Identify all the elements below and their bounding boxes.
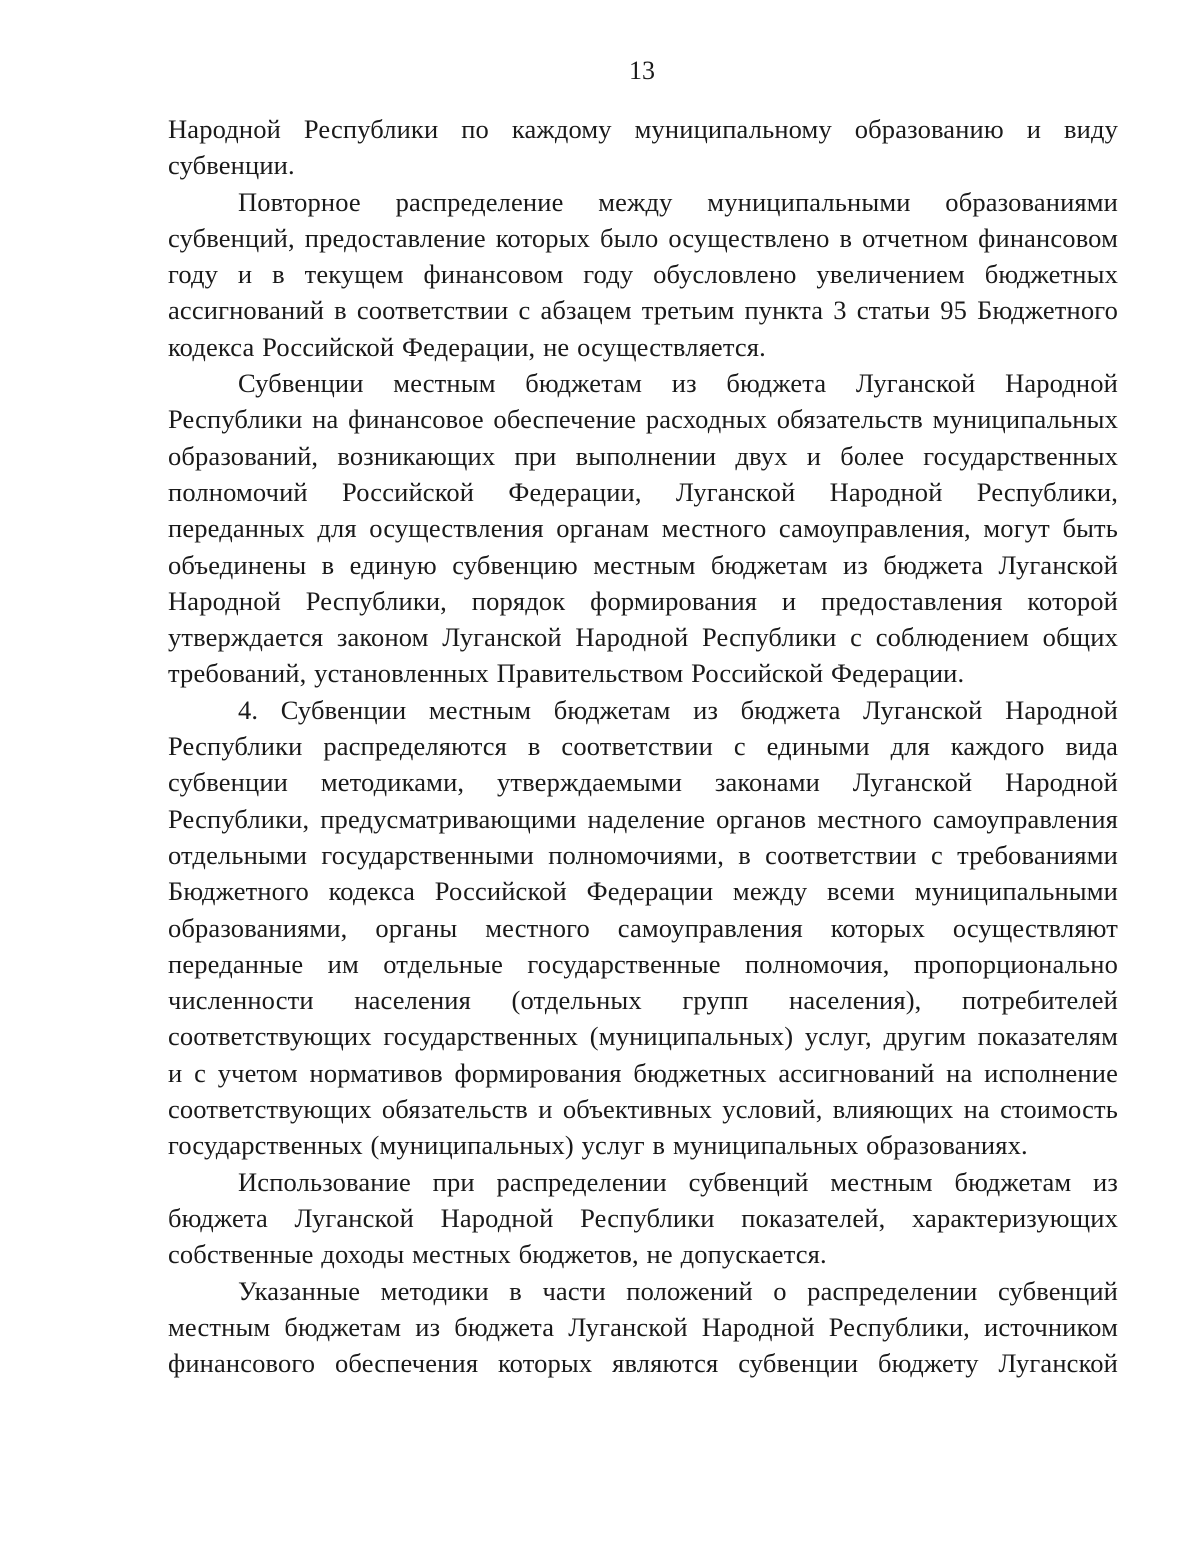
page-number: 13	[629, 56, 655, 85]
paragraph-combined-subvention: Субвенции местным бюджетам из бюджета Луганской Народной Республики на финансовое обеспечение расходных обязательств муниципальных образований, возникающих при выполнении двух и более государственных полномочий Российской Федерации, Луганской Народной Республики, переданных для осуществления органам местного самоуправления, могут быть объединены в единую субвенцию местным бюджетам из бюджета Луганской Народной Республики, порядок формирования и предоставления которой утверждается законом Луганской Народной Республики с соблюдением общих требований, установленных Правительством Российской Федерации.	[168, 368, 1118, 689]
paragraph-redistribution: Повторное распределение между муниципальными образованиями субвенций, предоставление которых было осуществлено в отчетном финансовом году и в текущем финансовом году обусловлено увеличением бюджетных ассигнований в соответствии с абзацем третьим пункта 3 статьи 95 Бюджетного кодекса Российской Федерации, не осуществляется.	[168, 186, 1118, 362]
paragraph-methodology: Указанные методики в части положений о распределении субвенций местным бюджетам из бюджета Луганской Народной Республики, источником финансового обеспечения которых являются субвенции бюджету Луганской	[168, 1275, 1118, 1379]
paragraph-item-4: 4. Субвенции местным бюджетам из бюджета Луганской Народной Республики распределяются в соответствии с едиными для каждого вида субвенции методиками, утверждаемыми законами Луганской Народной Республики, предусматривающими наделение органов местного самоуправления отдельными государственными полномочиями, в соответствии с требованиями Бюджетного кодекса Российской Федерации между всеми муниципальными образованиями, органы местного самоуправления которых осуществляют переданные им отдельные государственные полномочия, пропорционально численности населения (отдельных групп населения), потребителей соответствующих государственных (муниципальных) услуг, другим показателям и с учетом нормативов формирования бюджетных ассигнований на исполнение соответствующих обязательств и объективных условий, влияющих на стоимость государственных (муниципальных) услуг в муниципальных образованиях.	[168, 694, 1118, 1161]
paragraph-own-revenue: Использование при распределении субвенций местным бюджетам из бюджета Луганской Народной Республики показателей, характеризующих собственные доходы местных бюджетов, не допускается.	[168, 1166, 1118, 1270]
paragraph-continuation: Народной Республики по каждому муниципальному образованию и виду субвенции.	[168, 114, 1118, 181]
document-body	[168, 111, 1118, 1381]
